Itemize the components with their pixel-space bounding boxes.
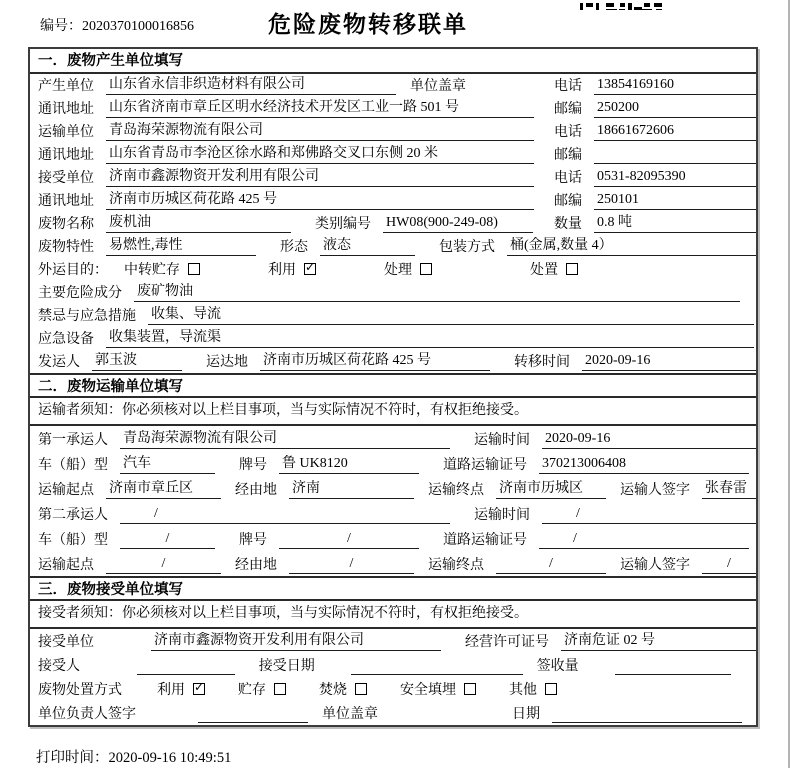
receiver-address-label: 通讯地址 bbox=[38, 194, 94, 209]
producer-zip-value: 250200 bbox=[594, 99, 756, 118]
purpose-option-use bbox=[268, 259, 316, 279]
receiver-unit-value: 济南市鑫源物资开发利用有限公司 bbox=[106, 168, 534, 187]
carrier-sign-value: 张春雷 bbox=[702, 480, 756, 499]
category-code-label: 类别编号 bbox=[315, 217, 371, 232]
section1-body bbox=[30, 74, 756, 373]
carrier1-time-label: 运输时间 bbox=[474, 433, 530, 448]
receiver-unit-row bbox=[30, 166, 756, 189]
license-label: 经营许可证号 bbox=[465, 635, 549, 650]
route-via2-label: 经由地 bbox=[235, 558, 277, 573]
manifest-form bbox=[28, 47, 758, 727]
document-title: 危险废物转移联单 bbox=[268, 11, 468, 37]
purpose-row bbox=[30, 258, 756, 281]
route-via-value: 济南 bbox=[289, 480, 414, 499]
document-header bbox=[0, 0, 796, 46]
receive-person-row bbox=[30, 653, 756, 677]
checkbox-label: 中转贮存 bbox=[124, 263, 180, 278]
quantity-label: 数量 bbox=[554, 217, 582, 232]
transporter-notice: 运输者须知：你必须核对以上栏目事项，当与实际情况不符时，有权拒绝接受。 bbox=[30, 398, 756, 426]
destination-label: 运达地 bbox=[206, 355, 248, 370]
checkbox-label: 安全填埋 bbox=[400, 683, 456, 698]
transporter-zip-label: 邮编 bbox=[554, 148, 582, 163]
transporter-phone-label: 电话 bbox=[554, 125, 582, 140]
checkbox-label: 其他 bbox=[509, 683, 537, 698]
receive-date-value bbox=[351, 657, 523, 675]
print-time bbox=[36, 746, 231, 767]
carrier1-value: 青岛海荣源物流有限公司 bbox=[120, 430, 450, 449]
transporter-address-value: 山东省青岛市李沧区徐水路和郑佛路交叉口东侧 20 米 bbox=[106, 145, 534, 164]
packing-label: 包装方式 bbox=[439, 240, 495, 255]
transporter-address-label: 通讯地址 bbox=[38, 148, 94, 163]
quantity-value: 0.8 吨 bbox=[594, 214, 756, 233]
route-end2-label: 运输终点 bbox=[428, 558, 484, 573]
sender-value: 郭玉波 bbox=[92, 352, 182, 371]
carrier2-label: 第二承运人 bbox=[38, 508, 108, 523]
section3-body bbox=[30, 601, 756, 725]
receive-amount-value bbox=[615, 657, 731, 675]
sender-label: 发运人 bbox=[38, 355, 80, 370]
carrier1-label: 第一承运人 bbox=[38, 433, 108, 448]
checkbox-icon bbox=[188, 263, 200, 275]
transporter-address-row bbox=[30, 143, 756, 166]
route-start2-value: / bbox=[106, 555, 221, 574]
carrier1-time-value: 2020-09-16 bbox=[542, 430, 756, 449]
destination-value: 济南市历城区荷花路 425 号 bbox=[260, 352, 490, 371]
emergency-equipment-label: 应急设备 bbox=[38, 332, 94, 347]
responsible-sign-label: 单位负责人签字 bbox=[38, 707, 136, 722]
checkbox-label: 利用 bbox=[268, 263, 296, 278]
category-code-value: HW08(900-249-08) bbox=[383, 214, 533, 233]
producer-phone-label: 电话 bbox=[554, 79, 582, 94]
carrier-sign2-label: 运输人签字 bbox=[620, 558, 690, 573]
receiver-zip-value: 250101 bbox=[594, 191, 756, 210]
purpose-option-dispose bbox=[530, 259, 578, 279]
waste-name-label: 废物名称 bbox=[38, 217, 94, 232]
emergency-equipment-value: 收集装置，导流渠 bbox=[106, 329, 754, 348]
carrier1-row bbox=[30, 426, 756, 451]
receive-unit-value: 济南市鑫源物资开发利用有限公司 bbox=[151, 632, 441, 651]
road-permit-value: 370213006408 bbox=[539, 455, 749, 474]
waste-feature-value: 易燃性,毒性 bbox=[106, 237, 256, 256]
carrier-sign-label: 运输人签字 bbox=[620, 483, 690, 498]
producer-address-value: 山东省济南市章丘区明水经济技术开发区工业一路 501 号 bbox=[106, 99, 534, 118]
checkbox-icon bbox=[420, 263, 432, 275]
vehicle-type2-label: 车（船）型 bbox=[38, 533, 108, 548]
vehicle-type2-value: / bbox=[120, 530, 215, 549]
packing-value: 桶(金属,数量 4） bbox=[507, 237, 756, 256]
vehicle-type-value: 汽车 bbox=[120, 455, 215, 474]
receive-date2-label: 日期 bbox=[512, 707, 540, 722]
producer-zip-label: 邮编 bbox=[554, 102, 582, 117]
producer-unit-row bbox=[30, 74, 756, 97]
transporter-phone-value: 18661672606 bbox=[594, 122, 756, 141]
section2-body bbox=[30, 398, 756, 576]
purpose-label: 外运目的： bbox=[38, 263, 108, 278]
checkbox-icon bbox=[304, 263, 316, 275]
carrier2-time-label: 运输时间 bbox=[474, 508, 530, 523]
waste-name-row bbox=[30, 212, 756, 235]
hazard-component-label: 主要危险成分 bbox=[38, 286, 122, 301]
checkbox-label: 焚烧 bbox=[319, 683, 347, 698]
disposal-option-other bbox=[509, 679, 557, 699]
carrier2-value: / bbox=[120, 505, 450, 524]
responsible-sign-row bbox=[30, 701, 756, 725]
receive-seal-label: 单位盖章 bbox=[322, 707, 378, 722]
license-value: 济南危证 02 号 bbox=[561, 632, 756, 651]
route-end-label: 运输终点 bbox=[428, 483, 484, 498]
plate-number-value: 鲁 UK8120 bbox=[279, 455, 419, 474]
producer-phone-value: 13854169160 bbox=[594, 76, 756, 95]
carrier2-vehicle-row bbox=[30, 526, 756, 551]
disposal-option-use bbox=[157, 679, 205, 699]
carrier-sign2-value: / bbox=[702, 555, 756, 574]
transporter-unit-label: 运输单位 bbox=[38, 125, 94, 140]
road-permit-label: 道路运输证号 bbox=[443, 458, 527, 473]
plate-number2-label: 牌号 bbox=[239, 533, 267, 548]
section1-title: 一．废物产生单位填写 bbox=[30, 49, 756, 74]
route-end2-value: / bbox=[496, 555, 606, 574]
receive-date-label: 接受日期 bbox=[258, 659, 315, 674]
receive-person-label: 接受人 bbox=[38, 659, 80, 674]
transfer-time-value: 2020-09-16 bbox=[582, 352, 756, 371]
checkbox-icon bbox=[274, 683, 286, 695]
receive-amount-label: 签收量 bbox=[536, 659, 579, 674]
waste-form-label: 形态 bbox=[280, 240, 308, 255]
responsible-sign-value bbox=[198, 705, 308, 723]
producer-unit-value: 山东省永信非织造材料有限公司 bbox=[106, 76, 396, 95]
receiver-phone-label: 电话 bbox=[554, 171, 582, 186]
page-edge-divider bbox=[788, 0, 790, 768]
receive-unit-label: 接受单位 bbox=[38, 635, 94, 650]
section2-title: 二．废物运输单位填写 bbox=[30, 373, 756, 398]
checkbox-label: 利用 bbox=[157, 683, 185, 698]
disposal-option-store bbox=[238, 679, 286, 699]
receiver-unit-label: 接受单位 bbox=[38, 171, 94, 186]
transporter-zip-value bbox=[594, 146, 756, 164]
plate-number2-value: / bbox=[279, 530, 419, 549]
receive-person-value bbox=[137, 657, 235, 675]
producer-address-label: 通讯地址 bbox=[38, 102, 94, 117]
sender-row bbox=[30, 350, 756, 373]
transporter-unit-value: 青岛海荣源物流有限公司 bbox=[106, 122, 534, 141]
carrier1-route-row bbox=[30, 476, 756, 501]
disposal-method-label: 废物处置方式 bbox=[38, 683, 122, 698]
waste-feature-label: 废物特性 bbox=[38, 240, 94, 255]
transporter-unit-row bbox=[30, 120, 756, 143]
waste-feature-row bbox=[30, 235, 756, 258]
route-start-label: 运输起点 bbox=[38, 483, 94, 498]
checkbox-label: 处理 bbox=[384, 263, 412, 278]
print-time-label: 打印时间： bbox=[36, 750, 109, 766]
waste-form-value: 液态 bbox=[320, 237, 415, 256]
hazard-component-value: 废矿物油 bbox=[134, 283, 740, 302]
road-permit2-label: 道路运输证号 bbox=[443, 533, 527, 548]
transfer-time-label: 转移时间 bbox=[514, 355, 570, 370]
route-start2-label: 运输起点 bbox=[38, 558, 94, 573]
disposal-option-landfill bbox=[400, 679, 476, 699]
purpose-option-treat bbox=[384, 259, 432, 279]
receive-date2-value bbox=[552, 705, 742, 723]
producer-unit-label: 产生单位 bbox=[38, 79, 94, 94]
receiver-notice: 接受者须知：你必须核对以上栏目事项，当与实际情况不符时，有权拒绝接受。 bbox=[30, 601, 756, 629]
checkbox-icon bbox=[566, 263, 578, 275]
carrier1-vehicle-row bbox=[30, 451, 756, 476]
route-end-value: 济南市历城区 bbox=[496, 480, 606, 499]
route-start-value: 济南市章丘区 bbox=[106, 480, 221, 499]
waste-name-value: 废机油 bbox=[106, 214, 291, 233]
route-via2-value: / bbox=[289, 555, 414, 574]
emergency-equipment-row bbox=[30, 327, 756, 350]
receiver-phone-value: 0531-82095390 bbox=[594, 168, 756, 187]
vehicle-type-label: 车（船）型 bbox=[38, 458, 108, 473]
serial-value: 2020370100016856 bbox=[82, 19, 194, 34]
unit-seal-label: 单位盖章 bbox=[410, 79, 466, 94]
checkbox-label: 贮存 bbox=[238, 683, 266, 698]
hazard-component-row bbox=[30, 281, 756, 304]
serial-label: 编号： bbox=[40, 19, 82, 34]
section3-title: 三．废物接受单位填写 bbox=[30, 576, 756, 601]
checkbox-icon bbox=[464, 683, 476, 695]
receiver-address-value: 济南市历城区荷花路 425 号 bbox=[106, 191, 534, 210]
purpose-option-transfer bbox=[124, 259, 200, 279]
taboo-measures-label: 禁忌与应急措施 bbox=[38, 309, 136, 324]
checkbox-icon bbox=[193, 683, 205, 695]
checkbox-icon bbox=[545, 683, 557, 695]
plate-number-label: 牌号 bbox=[239, 458, 267, 473]
taboo-measures-row bbox=[30, 304, 756, 327]
carrier2-row bbox=[30, 501, 756, 526]
carrier2-time-value: / bbox=[542, 505, 756, 524]
carrier2-route-row bbox=[30, 551, 756, 576]
receive-unit-row bbox=[30, 629, 756, 653]
taboo-measures-value: 收集、导流 bbox=[148, 306, 754, 325]
checkbox-icon bbox=[355, 683, 367, 695]
disposal-option-burn bbox=[319, 679, 367, 699]
receiver-zip-label: 邮编 bbox=[554, 194, 582, 209]
road-permit2-value: / bbox=[539, 530, 749, 549]
route-via-label: 经由地 bbox=[235, 483, 277, 498]
print-time-value: 2020-09-16 10:49:51 bbox=[108, 750, 232, 766]
producer-address-row bbox=[30, 97, 756, 120]
disposal-method-row bbox=[30, 677, 756, 701]
checkbox-label: 处置 bbox=[530, 263, 558, 278]
receiver-address-row bbox=[30, 189, 756, 212]
